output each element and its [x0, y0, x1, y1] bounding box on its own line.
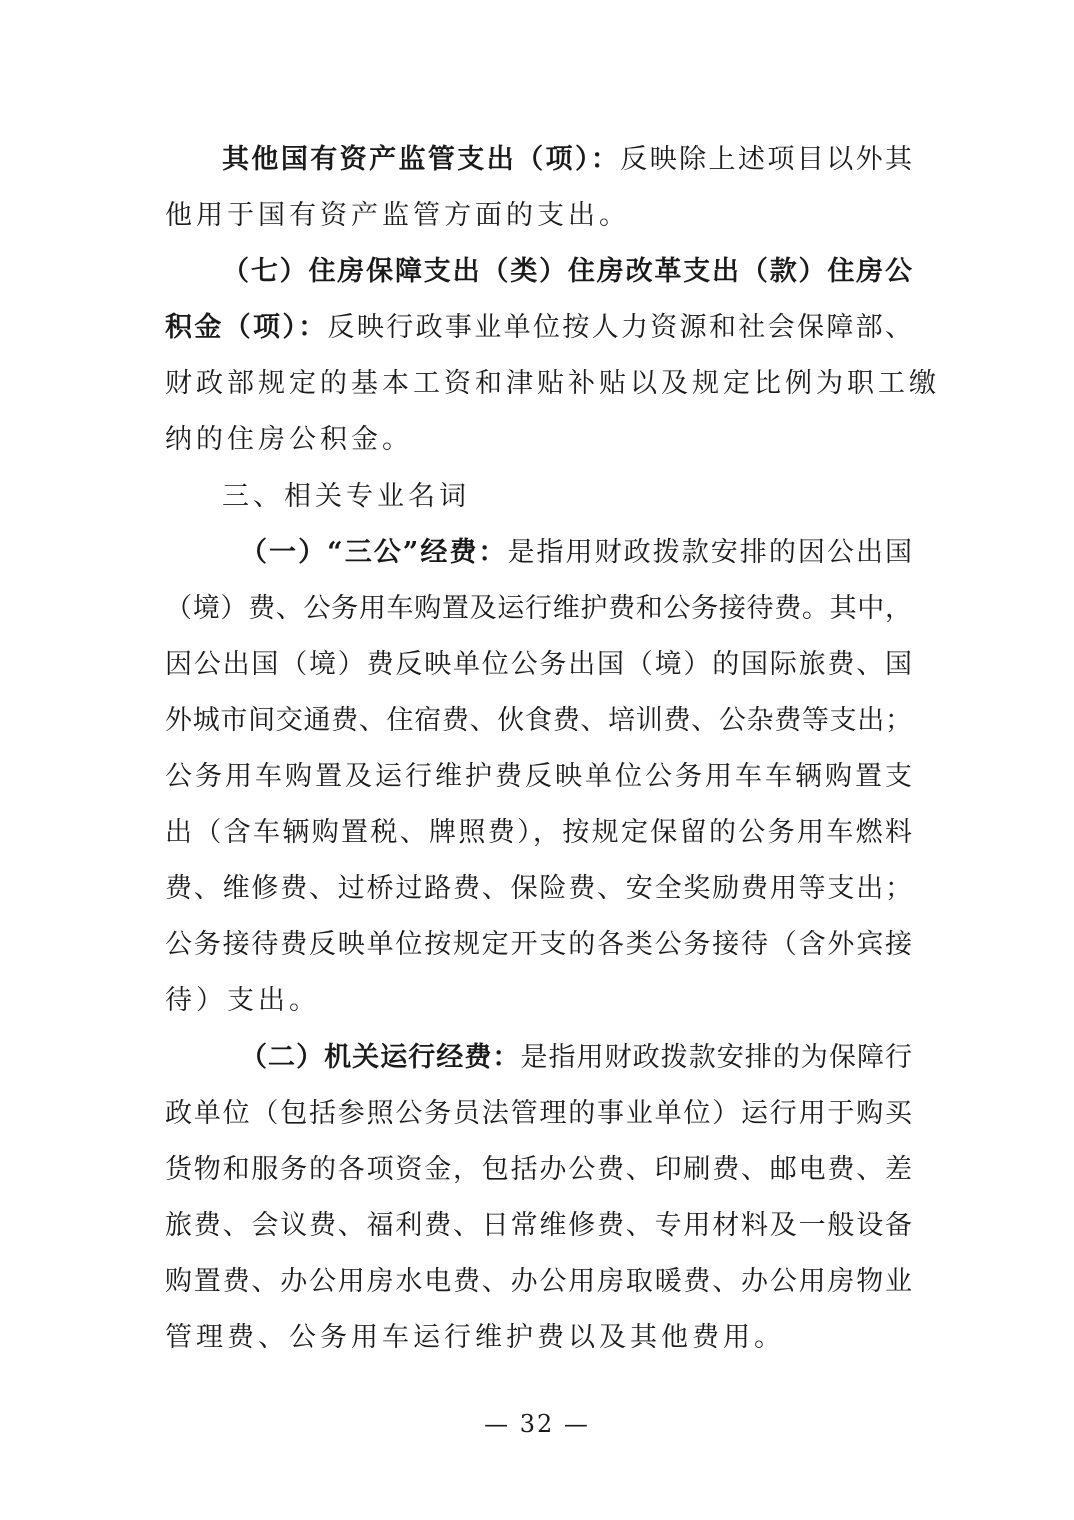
text-line [165, 132, 912, 188]
body-text: 政单位（包括参照公务员法管理的事业单位）运行用于购买 [165, 1097, 912, 1129]
text-line [165, 525, 912, 581]
text-line [165, 973, 912, 1029]
body-text: 购置费、办公用房水电费、办公用房取暖费、办公用房物业 [165, 1265, 912, 1297]
body-text: 反映除上述项目以外其 [620, 144, 912, 175]
text-line [165, 637, 912, 693]
body-text: 他用于国有资产监管方面的支出。 [165, 200, 630, 232]
text-line [165, 1030, 912, 1086]
body-text: 财政部规定的基本工资和津贴补贴以及规定比例为职工缴 [165, 368, 940, 400]
body-text: 旅费、会议费、福利费、日常维修费、专用材料及一般设备 [165, 1209, 912, 1241]
body-text: （境）费、公务用车购置及运行维护费和公务接待费。其中， [165, 592, 912, 624]
text-line [165, 188, 912, 244]
body-text: 公务接待费反映单位按规定开支的各类公务接待（含外宾接 [165, 929, 912, 961]
text-line [165, 1310, 912, 1366]
text-line [165, 244, 912, 300]
body-text: 反映行政事业单位按人力资源和社会保障部、 [327, 312, 912, 344]
body-text: 公务用车购置及运行维护费反映单位公务用车车辆购置支 [165, 761, 912, 793]
body-text: 费、维修费、过桥过路费、保险费、安全奖励费用等支出； [165, 873, 912, 905]
text-line [165, 917, 912, 973]
text-line [165, 1086, 912, 1142]
text-line [165, 861, 912, 917]
text-line [165, 693, 912, 749]
text-line [165, 805, 912, 861]
document-body [165, 132, 940, 1366]
text-line [165, 469, 912, 525]
text-line [165, 1198, 912, 1254]
bold-term: （七）住房保障支出（类）住房改革支出（款）住房公 [222, 256, 912, 288]
text-line [165, 749, 912, 805]
body-text: 待）支出。 [165, 985, 320, 1017]
body-text: 纳的住房公积金。 [165, 424, 413, 456]
body-text: 因公出国（境）费反映单位公务出国（境）的国际旅费、国 [165, 648, 912, 680]
bold-term: 其他国有资产监管支出（项）： [222, 144, 621, 175]
body-text: 是指用财政拨款安排的为保障行 [520, 1041, 912, 1073]
text-line [165, 300, 912, 356]
body-text: 出（含车辆购置税、牌照费），按规定保留的公务用车燃料 [165, 817, 912, 849]
text-line [165, 1142, 912, 1198]
bold-term: （一）“三公”经费： [240, 536, 508, 568]
text-line [165, 412, 912, 468]
body-text: 是指用财政拨款安排的因公出国 [507, 536, 912, 568]
bold-term: 积金（项）： [165, 312, 328, 344]
page-number: — 32 — [484, 1410, 590, 1438]
text-line [165, 356, 940, 412]
bold-term: （二）机关运行经费： [240, 1041, 521, 1073]
body-text: 外城市间交通费、住宿费、伙食费、培训费、公杂费等支出； [165, 704, 912, 736]
body-text: 货物和服务的各项资金，包括办公费、印刷费、邮电费、差 [165, 1153, 912, 1185]
text-line [165, 1254, 912, 1310]
body-text: 三、相关专业名词 [222, 480, 470, 512]
body-text: 管理费、公务用车运行维护费以及其他费用。 [165, 1321, 785, 1353]
text-line [165, 581, 912, 637]
